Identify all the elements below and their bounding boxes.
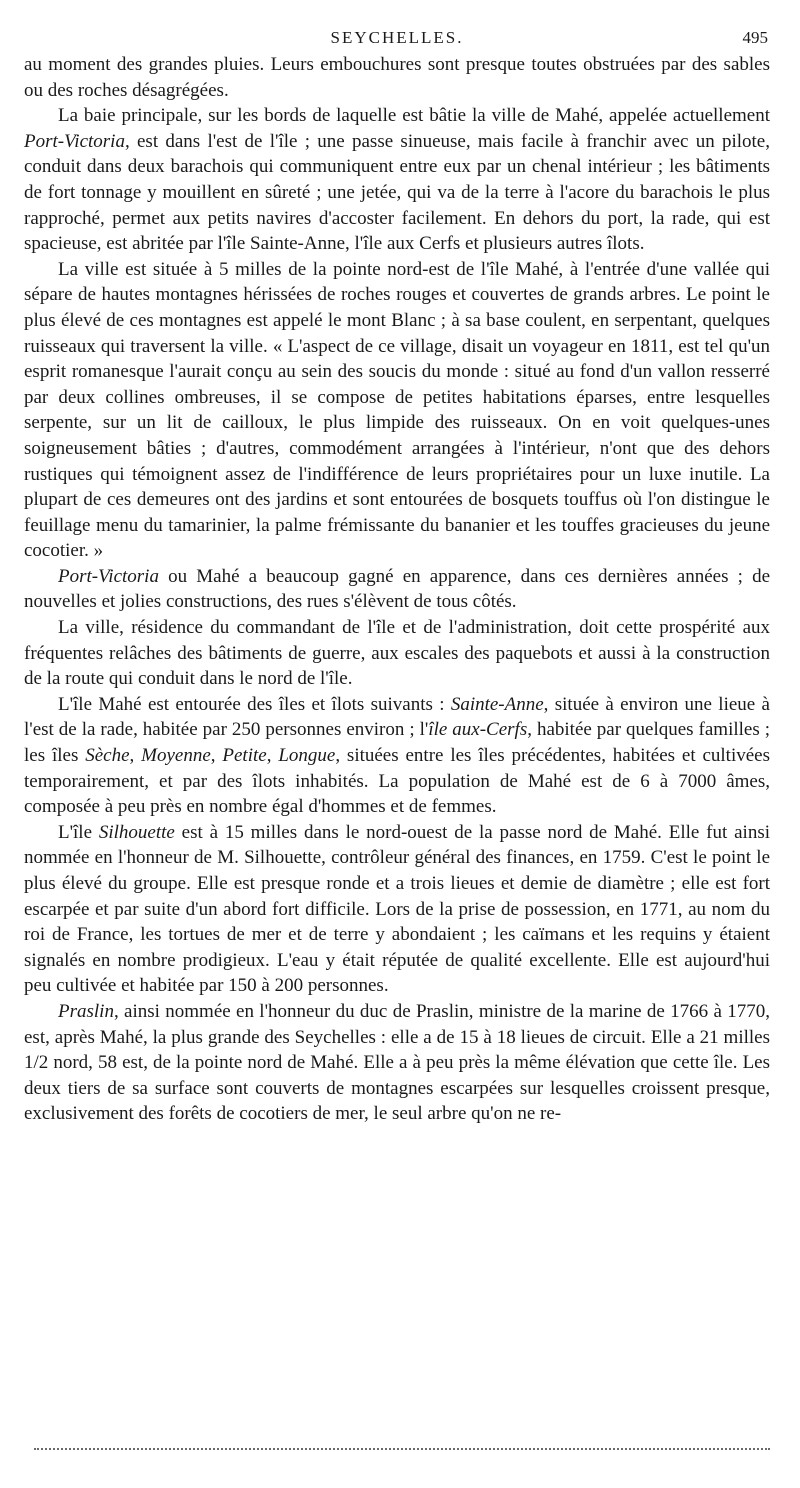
italic-text: Longue	[278, 745, 336, 767]
book-page	[24, 22, 770, 1127]
paragraph	[24, 692, 770, 820]
text-run: La ville est située à 5 milles de la pointe nord-est de l'île Mahé, à l'entrée d'une vallée qui sépare de hautes montagnes hérissées de roches rouges et couvertes de grands arbres. Le point le plus élevé de ces montagnes est appelé le mont Blanc ; à sa base coulent, en serpentant, quelques ruisseaux qui traversent la ville. « L'aspect de ce village, disait un voyageur en 1811, est tel qu'un esprit romanesque l'aurait conçu au sein des soucis du monde : situé au fond d'un vallon resserré par deux collines ombreuses, il se compose de petites habitations éparses, entre lesquelles serpente, sur un lit de cailloux, le plus limpide des ruisseaux. On en voit quelques-unes soigneusement bâties ; d'autres, commodément arrangées à l'intérieur, n'ont que des dehors rustiques qui témoignent assez de l'indifférence de leurs propriétaires pour un luxe inutile. La plupart de ces demeures ont des jardins et sont entourées de bosquets touffus où l'on distingue le feuillage menu du tamarinier, la palme frémissante du bananier et les touffes gracieuses du jeune cocotier. »	[24, 258, 770, 562]
text-run: , située à environ une lieue à l'est de la rade, habitée par 250 personnes environ ; l'	[24, 693, 770, 741]
text-run: , est dans l'est de l'île ; une passe sinueuse, mais facile à franchir avec un pilote, conduit dans deux barachois qui communiquent entre eux par un chenal intérieur ; les bâtiments de fort tonnage y mouillent en sûreté ; une jetée, qui va de la terre à l'acore du barachois le plus rapproché, permet aux petits navires d'accoster facilement. En dehors du port, la rade, qui est spacieuse, est abritée par l'île Sainte-Anne, l'île aux Cerfs et plusieurs autres îlots.	[24, 130, 770, 255]
paragraph	[24, 257, 770, 564]
paragraph	[24, 999, 770, 1127]
italic-text: Moyenne	[141, 745, 211, 767]
text-run: ,	[210, 745, 223, 767]
italic-text: Sainte-Anne	[450, 693, 544, 715]
text-run: , ainsi nommée en l'honneur du duc de Praslin, ministre de la marine de 1766 à 1770, est, après Mahé, la plus grande des Seychelles : elle a de 15 à 18 lieues de circuit. Elle a 21 milles 1/2 nord, 58 est, de la pointe nord de Mahé. Elle a à peu près la même élévation que cette île. Les deux tiers de sa surface sont couverts de montagnes escarpées sur lesquelles croissent presque, exclusivement des forêts de cocotiers de mer, le seul arbre qu'on ne re-	[24, 1000, 770, 1125]
page-number: 495	[742, 28, 768, 47]
italic-text: Sèche	[85, 745, 130, 767]
text-run: ,	[266, 745, 279, 767]
text-run: La ville, résidence du commandant de l'île et de l'administration, doit cette prospérité aux fréquentes relâches des bâtiments de guerre, aux escales des paquebots et aussi à la construction de la route qui conduit dans le nord de l'île.	[24, 617, 770, 690]
body-text	[24, 52, 770, 1127]
footer-dotted-rule	[34, 1448, 770, 1450]
paragraph	[24, 615, 770, 692]
running-title: SEYCHELLES.	[330, 28, 464, 47]
italic-text: Praslin	[58, 1000, 114, 1022]
paragraph	[24, 52, 770, 103]
running-head	[24, 22, 770, 52]
text-run: L'île	[58, 821, 99, 843]
text-run: La baie principale, sur les bords de laquelle est bâtie la ville de Mahé, appelée actuellement	[58, 105, 770, 127]
text-run: , situées entre les îles précédentes, habitées et cultivées temporairement, et par des îlots inhabités. La population de Mahé est de 6 à 7000 âmes, composée à peu près en nombre égal d'hommes et de femmes.	[24, 745, 771, 818]
text-run: , habitée par quelques familles ; les îles	[24, 719, 770, 767]
text-run: ,	[129, 745, 142, 767]
text-run: au moment des grandes pluies. Leurs embouchures sont presque toutes obstruées par des sables ou des roches désagrégées.	[24, 54, 770, 101]
text-run: ou Mahé a beaucoup gagné en apparence, dans ces dernières années ; de nouvelles et jolies constructions, des rues s'élèvent de tous côtés.	[24, 565, 770, 613]
italic-text: île aux-Cerfs	[428, 719, 528, 741]
italic-text: Silhouette	[98, 821, 175, 843]
text-run: est à 15 milles dans le nord-ouest de la passe nord de Mahé. Elle fut ainsi nommée en l'honneur de M. Silhouette, contrôleur général des finances, en 1759. C'est le point le plus élevé du groupe. Elle est presque ronde et a trois lieues et demie de diamètre ; elle est fort escarpée et par suite d'un abord fort difficile. Lors de la prise de possession, en 1771, au nom du roi de France, les tortues de mer et de terre y abondaient ; les caïmans et les requins y étaient signalés en nombre prodigieux. L'eau y était réputée de qualité excellente. Elle est aujourd'hui peu cultivée et habitée par 150 à 200 personnes.	[24, 821, 770, 997]
italic-text: Port-Victoria	[24, 130, 125, 152]
italic-text: Petite	[222, 745, 267, 767]
text-run: L'île Mahé est entourée des îles et îlots suivants :	[58, 693, 451, 715]
paragraph	[24, 820, 770, 999]
italic-text: Port-Victoria	[58, 565, 159, 587]
paragraph	[24, 103, 770, 257]
paragraph	[24, 564, 770, 615]
